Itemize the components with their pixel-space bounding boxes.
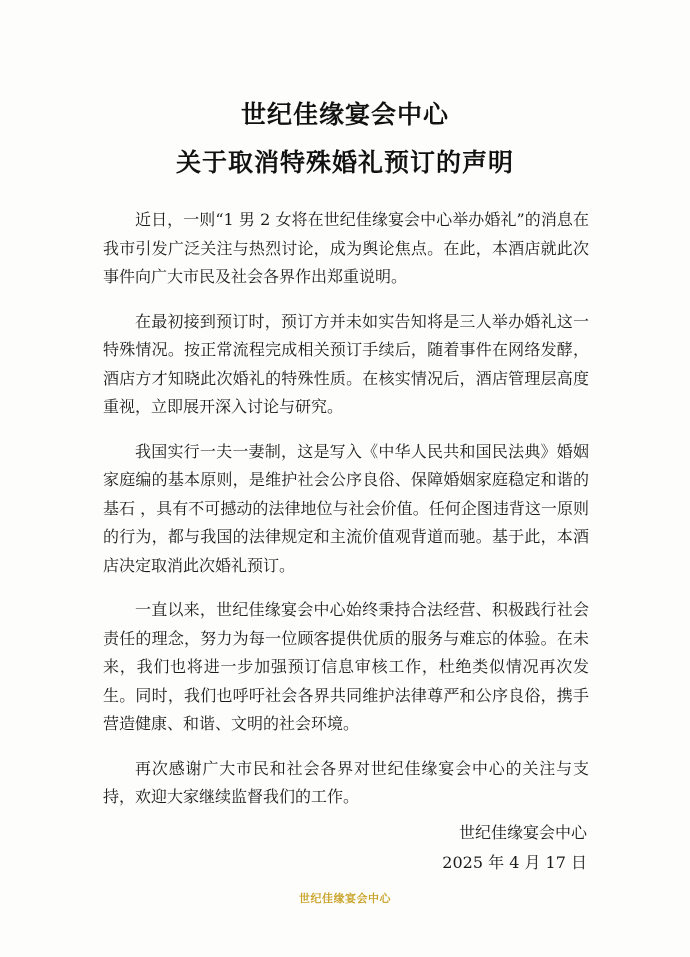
- signature-org: 世纪佳缘宴会中心: [458, 823, 587, 842]
- footer-watermark: 世纪佳缘宴会中心: [299, 892, 391, 905]
- paragraph-1: 近日，一则“1 男 2 女将在世纪佳缘宴会中心举办婚礼”的消息在我市引发广泛关注与热烈讨论，成为舆论焦点。在此，本酒店就此次事件向广大市民及社会各界作出郑重说明。: [103, 210, 589, 286]
- paragraph-5: 再次感谢广大市民和社会各界对世纪佳缘宴会中心的关注与支持，欢迎大家继续监督我们的工作。: [103, 758, 589, 806]
- document-title-org: 世纪佳缘宴会中心: [240, 100, 449, 129]
- paragraph-2: 在最初接到预订时，预订方并未如实告知将是三人举办婚礼这一特殊情况。按正常流程完成相关预订手续后，随着事件在网络发酵，酒店方才知晓此次婚礼的特殊性质。在核实情况后，酒店管理层高度重视，立即展开深入讨论与研究。: [103, 311, 589, 416]
- signature-date: 2025 年 4 月 17 日: [442, 853, 587, 872]
- statement-body: [103, 206, 589, 828]
- document-title-statement: 关于取消特殊婚礼预订的声明: [175, 148, 514, 177]
- paragraph-3: 我国实行一夫一妻制，这是写入《中华人民共和国民法典》婚姻家庭编的基本原则，是维护社会公序良俗、保障婚姻家庭稳定和谐的基石 ，具有不可撼动的法律地位与社会价值。任何企图违背这一原则的行为，都与我国的法律规定和主流价值观背道而驰。基于此，本酒店决定取消此次婚礼预订。: [103, 441, 589, 575]
- signature-block: [442, 818, 587, 878]
- paragraph-4: 一直以来，世纪佳缘宴会中心始终秉持合法经营、积极践行社会责任的理念，努力为每一位顾客提供优质的服务与难忘的体验。在未来，我们也将进一步加强预订信息审核工作，杜绝类似情况再次发生。同时，我们也呼吁社会各界共同维护法律尊严和公序良俗，携手营造健康、和谐、文明的社会环境。: [103, 600, 589, 733]
